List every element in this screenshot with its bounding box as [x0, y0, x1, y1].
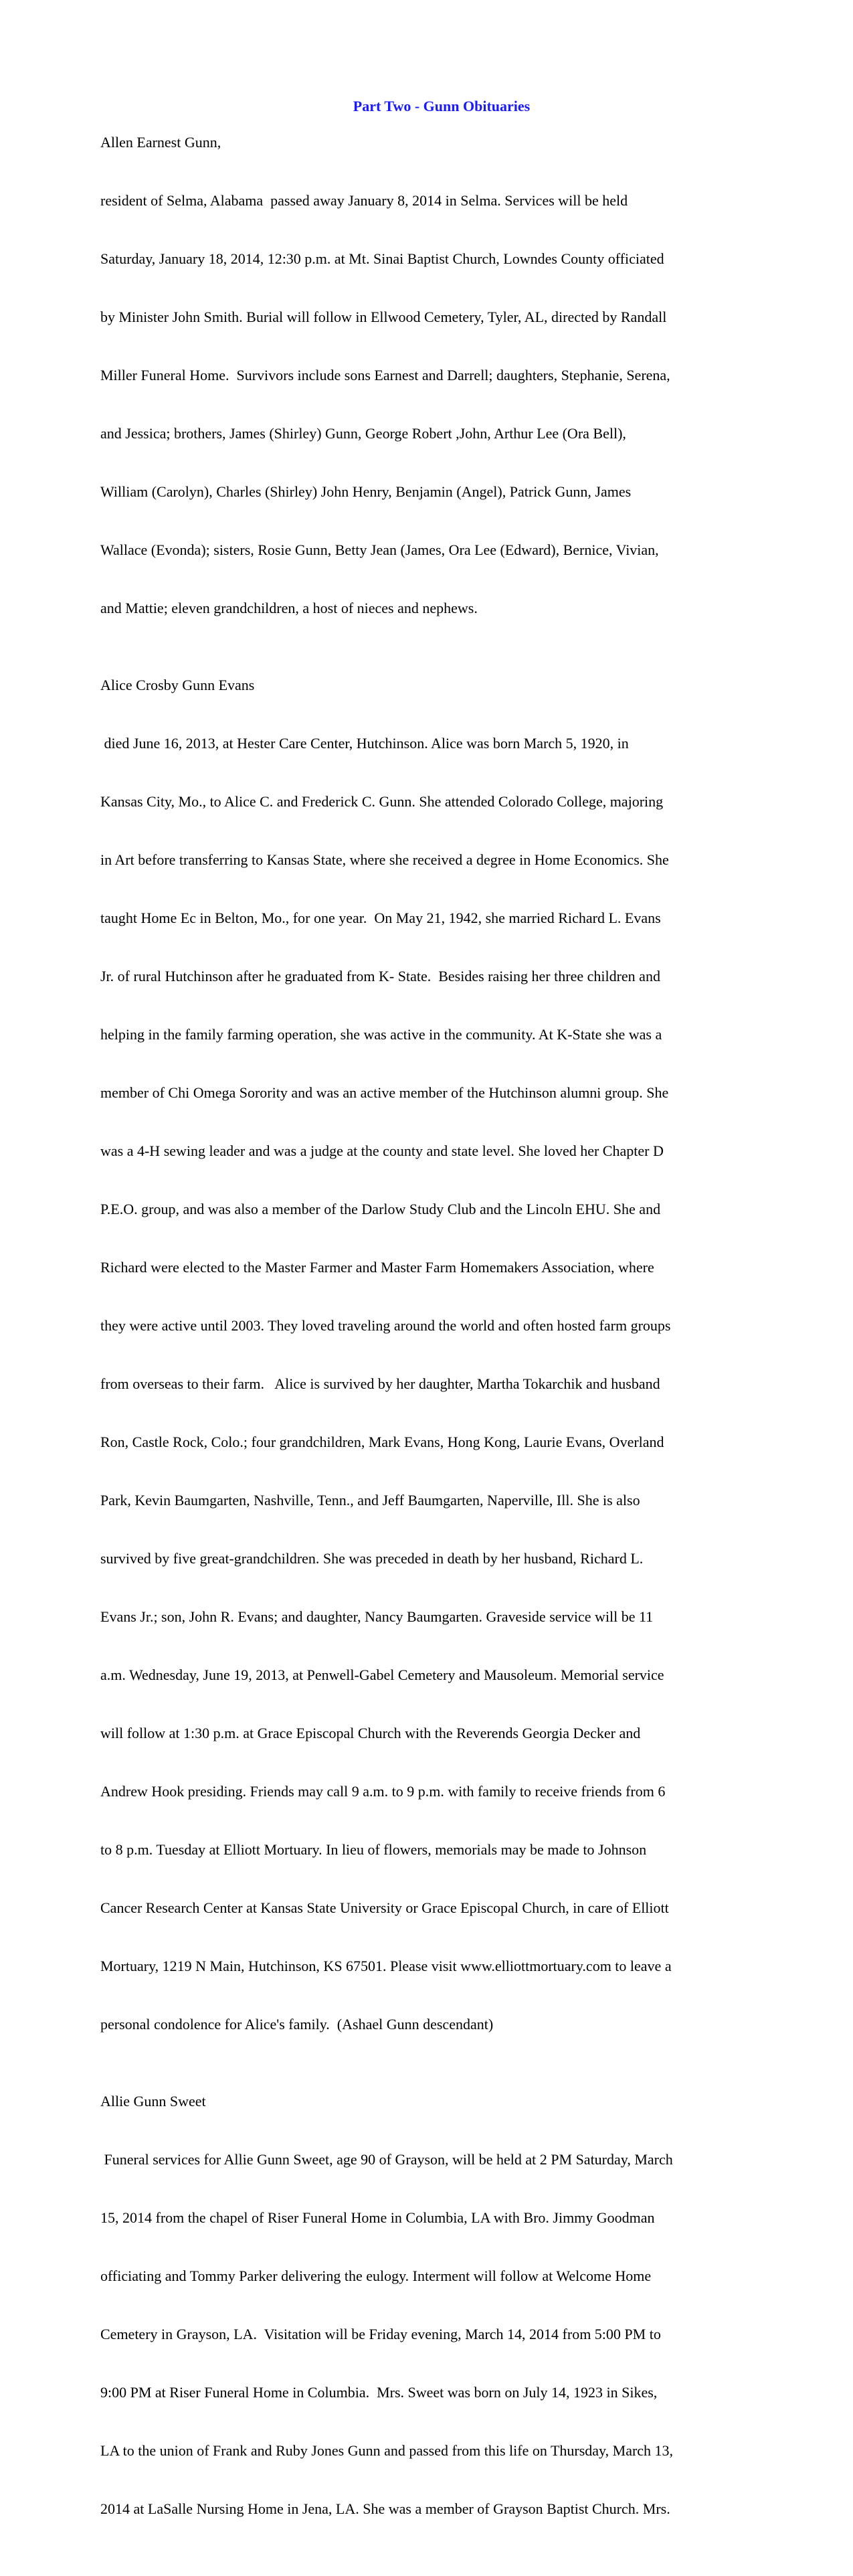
text-line: Cancer Research Center at Kansas State University or Grace Episcopal Church, in care of Elliott [100, 1899, 669, 1916]
text-line: helping in the family farming operation, she was active in the community. At K-State she was a [100, 1026, 662, 1043]
text-line: from overseas to their farm. Alice is survived by her daughter, Martha Tokarchik and husband [100, 1375, 660, 1392]
text-line: in Art before transferring to Kansas State, where she received a degree in Home Economics. She [100, 851, 669, 868]
obituary-name: Allen Earnest Gunn, [100, 134, 221, 151]
text-line: taught Home Ec in Belton, Mo., for one year. On May 21, 1942, she married Richard L. Evans [100, 910, 661, 926]
text-line: Evans Jr.; son, John R. Evans; and daughter, Nancy Baumgarten. Graveside service will be 11 [100, 1608, 654, 1625]
obituary-entry-allie-gunn-sweet [100, 2091, 759, 2557]
text-line: Kansas City, Mo., to Alice C. and Frederick C. Gunn. She attended Colorado College, majoring [100, 793, 664, 810]
text-line: a.m. Wednesday, June 19, 2013, at Penwell-Gabel Cemetery and Mausoleum. Memorial service [100, 1666, 664, 1683]
text-line: resident of Selma, Alabama passed away January 8, 2014 in Selma. Services will be held [100, 192, 628, 209]
text-line: 9:00 PM at Riser Funeral Home in Columbia. Mrs. Sweet was born on July 14, 1923 in Sikes, [100, 2384, 658, 2401]
text-line: 2014 at LaSalle Nursing Home in Jena, LA. She was a member of Grayson Baptist Church. Mrs. [100, 2500, 670, 2517]
obituary-entry-allen-earnest-gunn [100, 133, 759, 657]
text-line: Saturday, January 18, 2014, 12:30 p.m. at Mt. Sinai Baptist Church, Lowndes County officiated [100, 250, 664, 267]
text-line: to 8 p.m. Tuesday at Elliott Mortuary. In lieu of flowers, memorials may be made to Johnson [100, 1841, 647, 1858]
text-line: survived by five great-grandchildren. She was preceded in death by her husband, Richard L. [100, 1550, 644, 1567]
document-page [100, 97, 759, 2576]
obituary-body [100, 695, 759, 2073]
text-line: Cemetery in Grayson, LA. Visitation will be Friday evening, March 14, 2014 from 5:00 PM to [100, 2326, 661, 2342]
text-line: P.E.O. group, and was also a member of the Darlow Study Club and the Lincoln EHU. She and [100, 1201, 661, 1217]
text-line: LA to the union of Frank and Ruby Jones Gunn and passed from this life on Thursday, March 13, [100, 2442, 674, 2459]
obituary-name: Allie Gunn Sweet [100, 2093, 206, 2110]
text-line: will follow at 1:30 p.m. at Grace Episcopal Church with the Reverends Georgia Decker and [100, 1725, 641, 1741]
text-line: they were active until 2003. They loved traveling around the world and often hosted farm groups [100, 1317, 671, 1334]
text-line: Park, Kevin Baumgarten, Nashville, Tenn., and Jeff Baumgarten, Naperville, Ill. She is also [100, 1492, 640, 1509]
text-line: Richard were elected to the Master Farmer and Master Farm Homemakers Association, where [100, 1259, 654, 1276]
obituary-entry-alice-crosby-gunn-evans [100, 675, 759, 2073]
text-line: Mortuary, 1219 N Main, Hutchinson, KS 67501. Please visit www.elliottmortuary.com to leave a [100, 1958, 672, 1974]
text-line: member of Chi Omega Sorority and was an active member of the Hutchinson alumni group. She [100, 1084, 669, 1101]
text-line: and Jessica; brothers, James (Shirley) Gunn, George Robert ,John, Arthur Lee (Ora Bell), [100, 425, 626, 442]
obituary-name: Alice Crosby Gunn Evans [100, 677, 255, 693]
text-line: 15, 2014 from the chapel of Riser Funeral Home in Columbia, LA with Bro. Jimmy Goodman [100, 2209, 655, 2226]
text-line: personal condolence for Alice's family. (Ashael Gunn descendant) [100, 2016, 494, 2033]
page-title: Part Two - Gunn Obituaries [353, 98, 531, 114]
text-line: died June 16, 2013, at Hester Care Center, Hutchinson. Alice was born March 5, 1920, in [100, 735, 629, 752]
text-line: officiating and Tommy Parker delivering the eulogy. Interment will follow at Welcome Home [100, 2267, 652, 2284]
text-line: Ron, Castle Rock, Colo.; four grandchildren, Mark Evans, Hong Kong, Laurie Evans, Overland [100, 1434, 664, 1450]
text-line: William (Carolyn), Charles (Shirley) John Henry, Benjamin (Angel), Patrick Gunn, James [100, 483, 632, 500]
text-line: Andrew Hook presiding. Friends may call 9 a.m. to 9 p.m. with family to receive friends from 6 [100, 1783, 666, 1800]
text-line: Wallace (Evonda); sisters, Rosie Gunn, Betty Jean (James, Ora Lee (Edward), Bernice, Vivian, [100, 541, 659, 558]
obituary-body [100, 152, 759, 657]
obituary-body [100, 2111, 759, 2557]
text-line: Funeral services for Allie Gunn Sweet, age 90 of Grayson, will be held at 2 PM Saturday, March [100, 2151, 673, 2168]
text-line: by Minister John Smith. Burial will follow in Ellwood Cemetery, Tyler, AL, directed by Randall [100, 309, 667, 325]
text-line: Miller Funeral Home. Survivors include sons Earnest and Darrell; daughters, Stephanie, Serena, [100, 367, 670, 383]
text-line: and Mattie; eleven grandchildren, a host of nieces and nephews. [100, 600, 478, 616]
text-line: was a 4-H sewing leader and was a judge at the county and state level. She loved her Chapter D [100, 1142, 664, 1159]
text-line: Jr. of rural Hutchinson after he graduated from K- State. Besides raising her three children and [100, 968, 660, 984]
